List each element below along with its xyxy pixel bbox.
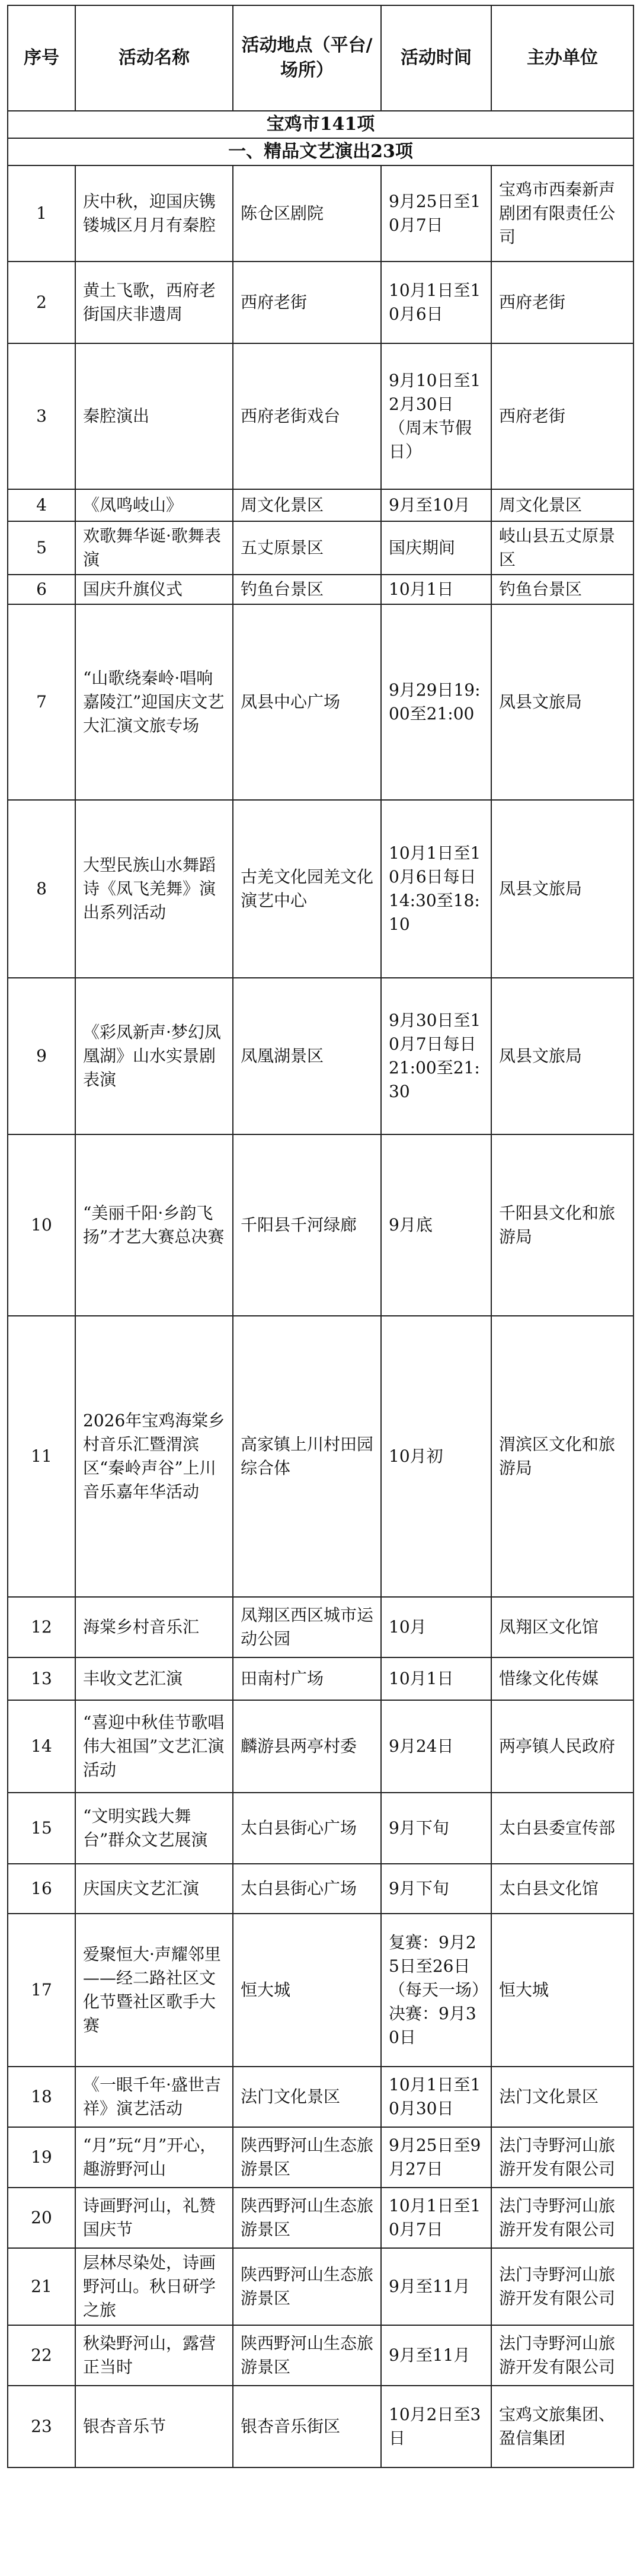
row-location: 陕西野河山生态旅游景区	[233, 2248, 381, 2325]
row-seq: 20	[8, 2188, 75, 2248]
row-seq: 11	[8, 1316, 75, 1597]
row-name: 《凤鸣岐山》	[75, 489, 233, 521]
row-name: “喜迎中秋佳节歌唱伟大祖国”文艺汇演活动	[75, 1700, 233, 1793]
row-organizer: 宝鸡文旅集团、盈信集团	[491, 2386, 633, 2467]
table-row	[8, 604, 633, 800]
row-location: 西府老街戏台	[233, 343, 381, 489]
table-row	[8, 1134, 633, 1316]
row-location: 钓鱼台景区	[233, 575, 381, 604]
row-seq: 13	[8, 1657, 75, 1700]
header-seq: 序号	[8, 5, 75, 111]
row-location: 陕西野河山生态旅游景区	[233, 2127, 381, 2188]
row-time: 10月1日至10月7日	[381, 2188, 491, 2248]
row-seq: 6	[8, 575, 75, 604]
row-name: 庆中秋，迎国庆镌镂城区月月有秦腔	[75, 165, 233, 262]
row-seq: 2	[8, 262, 75, 343]
row-location: 陕西野河山生态旅游景区	[233, 2188, 381, 2248]
row-time: 9月至10月	[381, 489, 491, 521]
row-location: 陕西野河山生态旅游景区	[233, 2325, 381, 2386]
row-name: 秋染野河山，露营正当时	[75, 2325, 233, 2386]
row-name: 丰收文艺汇演	[75, 1657, 233, 1700]
table-row	[8, 165, 633, 262]
row-location: 凤县中心广场	[233, 604, 381, 800]
row-location: 麟游县两亭村委	[233, 1700, 381, 1793]
row-organizer: 凤县文旅局	[491, 978, 633, 1134]
row-time: 9月10日至12月30日（周末节假日）	[381, 343, 491, 489]
row-seq: 8	[8, 800, 75, 978]
row-location: 法门文化景区	[233, 2067, 381, 2127]
row-organizer: 法门寺野河山旅游开发有限公司	[491, 2127, 633, 2188]
row-location: 凤凰湖景区	[233, 978, 381, 1134]
row-organizer: 惜缘文化传媒	[491, 1657, 633, 1700]
row-seq: 9	[8, 978, 75, 1134]
row-time: 9月24日	[381, 1700, 491, 1793]
row-organizer: 西府老街	[491, 343, 633, 489]
row-name: 诗画野河山，礼赞国庆节	[75, 2188, 233, 2248]
row-seq: 22	[8, 2325, 75, 2386]
row-seq: 19	[8, 2127, 75, 2188]
activity-table	[7, 5, 634, 2468]
row-name: 《彩凤新声·梦幻凤凰湖》山水实景剧表演	[75, 978, 233, 1134]
row-time: 9月下旬	[381, 1864, 491, 1914]
row-organizer: 恒大城	[491, 1914, 633, 2067]
row-name: 海棠乡村音乐汇	[75, 1597, 233, 1657]
row-seq: 17	[8, 1914, 75, 2067]
row-time: 10月1日至10月6日每日14:30至18:10	[381, 800, 491, 978]
row-name: 层林尽染处，诗画野河山。秋日研学之旅	[75, 2248, 233, 2325]
row-organizer: 千阳县文化和旅游局	[491, 1134, 633, 1316]
header-name: 活动名称	[75, 5, 233, 111]
row-organizer: 西府老街	[491, 262, 633, 343]
table-row	[8, 2248, 633, 2325]
row-name: 2026年宝鸡海棠乡村音乐汇暨渭滨区“秦岭声谷”上川音乐嘉年华活动	[75, 1316, 233, 1597]
row-organizer: 岐山县五丈原景区	[491, 521, 633, 575]
row-time: 9月至11月	[381, 2248, 491, 2325]
row-organizer: 钓鱼台景区	[491, 575, 633, 604]
row-organizer: 两亭镇人民政府	[491, 1700, 633, 1793]
row-seq: 1	[8, 165, 75, 262]
row-location: 恒大城	[233, 1914, 381, 2067]
row-organizer: 凤县文旅局	[491, 800, 633, 978]
table-row	[8, 343, 633, 489]
row-time: 10月1日至10月30日	[381, 2067, 491, 2127]
header-row	[8, 5, 633, 111]
row-organizer: 法门文化景区	[491, 2067, 633, 2127]
table-row	[8, 1864, 633, 1914]
city-title-row	[8, 111, 633, 138]
table-row	[8, 2127, 633, 2188]
row-time: 10月初	[381, 1316, 491, 1597]
row-name: 欢歌舞华诞·歌舞表演	[75, 521, 233, 575]
table-row	[8, 1657, 633, 1700]
row-name: “山歌绕秦岭·唱响嘉陵江”迎国庆文艺大汇演文旅专场	[75, 604, 233, 800]
row-time: 9月25日至9月27日	[381, 2127, 491, 2188]
row-location: 田南村广场	[233, 1657, 381, 1700]
section-title-row	[8, 138, 633, 165]
row-seq: 7	[8, 604, 75, 800]
row-time: 9月底	[381, 1134, 491, 1316]
table-row	[8, 1316, 633, 1597]
row-name: 大型民族山水舞蹈诗《凤飞羌舞》演出系列活动	[75, 800, 233, 978]
row-organizer: 法门寺野河山旅游开发有限公司	[491, 2248, 633, 2325]
table-row	[8, 575, 633, 604]
row-organizer: 渭滨区文化和旅游局	[491, 1316, 633, 1597]
row-seq: 4	[8, 489, 75, 521]
header-location: 活动地点（平台/场所）	[233, 5, 381, 111]
row-seq: 16	[8, 1864, 75, 1914]
row-time: 9月下旬	[381, 1793, 491, 1864]
row-name: 黄土飞歌，西府老街国庆非遗周	[75, 262, 233, 343]
row-organizer: 周文化景区	[491, 489, 633, 521]
row-name: “月”玩“月”开心，趣游野河山	[75, 2127, 233, 2188]
row-location: 千阳县千河绿廊	[233, 1134, 381, 1316]
row-seq: 10	[8, 1134, 75, 1316]
header-time: 活动时间	[381, 5, 491, 111]
row-seq: 21	[8, 2248, 75, 2325]
row-time: 10月1日	[381, 575, 491, 604]
table-row	[8, 2325, 633, 2386]
row-name: “美丽千阳·乡韵飞扬”才艺大赛总决赛	[75, 1134, 233, 1316]
city-title: 宝鸡市141项	[8, 111, 633, 138]
row-seq: 3	[8, 343, 75, 489]
row-name: 秦腔演出	[75, 343, 233, 489]
table-row	[8, 800, 633, 978]
row-seq: 14	[8, 1700, 75, 1793]
row-location: 西府老街	[233, 262, 381, 343]
row-organizer: 太白县文化馆	[491, 1864, 633, 1914]
row-organizer: 太白县委宣传部	[491, 1793, 633, 1864]
table-row	[8, 262, 633, 343]
table-row	[8, 978, 633, 1134]
header-organizer: 主办单位	[491, 5, 633, 111]
row-organizer: 法门寺野河山旅游开发有限公司	[491, 2325, 633, 2386]
row-name: 爱聚恒大·声耀邻里——经二路社区文化节暨社区歌手大赛	[75, 1914, 233, 2067]
section-title: 一、精品文艺演出23项	[8, 138, 633, 165]
row-location: 太白县街心广场	[233, 1864, 381, 1914]
row-organizer: 宝鸡市西秦新声剧团有限责任公司	[491, 165, 633, 262]
row-organizer: 法门寺野河山旅游开发有限公司	[491, 2188, 633, 2248]
row-seq: 15	[8, 1793, 75, 1864]
row-time: 9月至11月	[381, 2325, 491, 2386]
row-time: 9月29日19:00至21:00	[381, 604, 491, 800]
row-time: 9月30日至10月7日每日21:00至21:30	[381, 978, 491, 1134]
row-organizer: 凤县文旅局	[491, 604, 633, 800]
row-name: 国庆升旗仪式	[75, 575, 233, 604]
row-location: 周文化景区	[233, 489, 381, 521]
row-time: 10月1日	[381, 1657, 491, 1700]
table-row	[8, 2067, 633, 2127]
row-name: 庆国庆文艺汇演	[75, 1864, 233, 1914]
row-name: 《一眼千年·盛世吉祥》演艺活动	[75, 2067, 233, 2127]
row-seq: 5	[8, 521, 75, 575]
row-location: 高家镇上川村田园综合体	[233, 1316, 381, 1597]
row-time: 10月1日至10月6日	[381, 262, 491, 343]
row-seq: 12	[8, 1597, 75, 1657]
table-row	[8, 521, 633, 575]
row-time: 复赛：9月25日至26日（每天一场）决赛：9月30日	[381, 1914, 491, 2067]
row-location: 凤翔区西区城市运动公园	[233, 1597, 381, 1657]
table-row	[8, 2386, 633, 2467]
row-location: 太白县街心广场	[233, 1793, 381, 1864]
row-location: 五丈原景区	[233, 521, 381, 575]
row-location: 古羌文化园羌文化演艺中心	[233, 800, 381, 978]
table-row	[8, 1700, 633, 1793]
row-time: 10月	[381, 1597, 491, 1657]
table-row	[8, 2188, 633, 2248]
row-name: 银杏音乐节	[75, 2386, 233, 2467]
row-name: “文明实践大舞台”群众文艺展演	[75, 1793, 233, 1864]
table-row	[8, 1597, 633, 1657]
table-row	[8, 1914, 633, 2067]
row-time: 国庆期间	[381, 521, 491, 575]
row-seq: 23	[8, 2386, 75, 2467]
row-location: 陈仓区剧院	[233, 165, 381, 262]
row-location: 银杏音乐街区	[233, 2386, 381, 2467]
row-organizer: 凤翔区文化馆	[491, 1597, 633, 1657]
table-row	[8, 489, 633, 521]
row-time: 9月25日至10月7日	[381, 165, 491, 262]
table-row	[8, 1793, 633, 1864]
row-seq: 18	[8, 2067, 75, 2127]
row-time: 10月2日至3日	[381, 2386, 491, 2467]
